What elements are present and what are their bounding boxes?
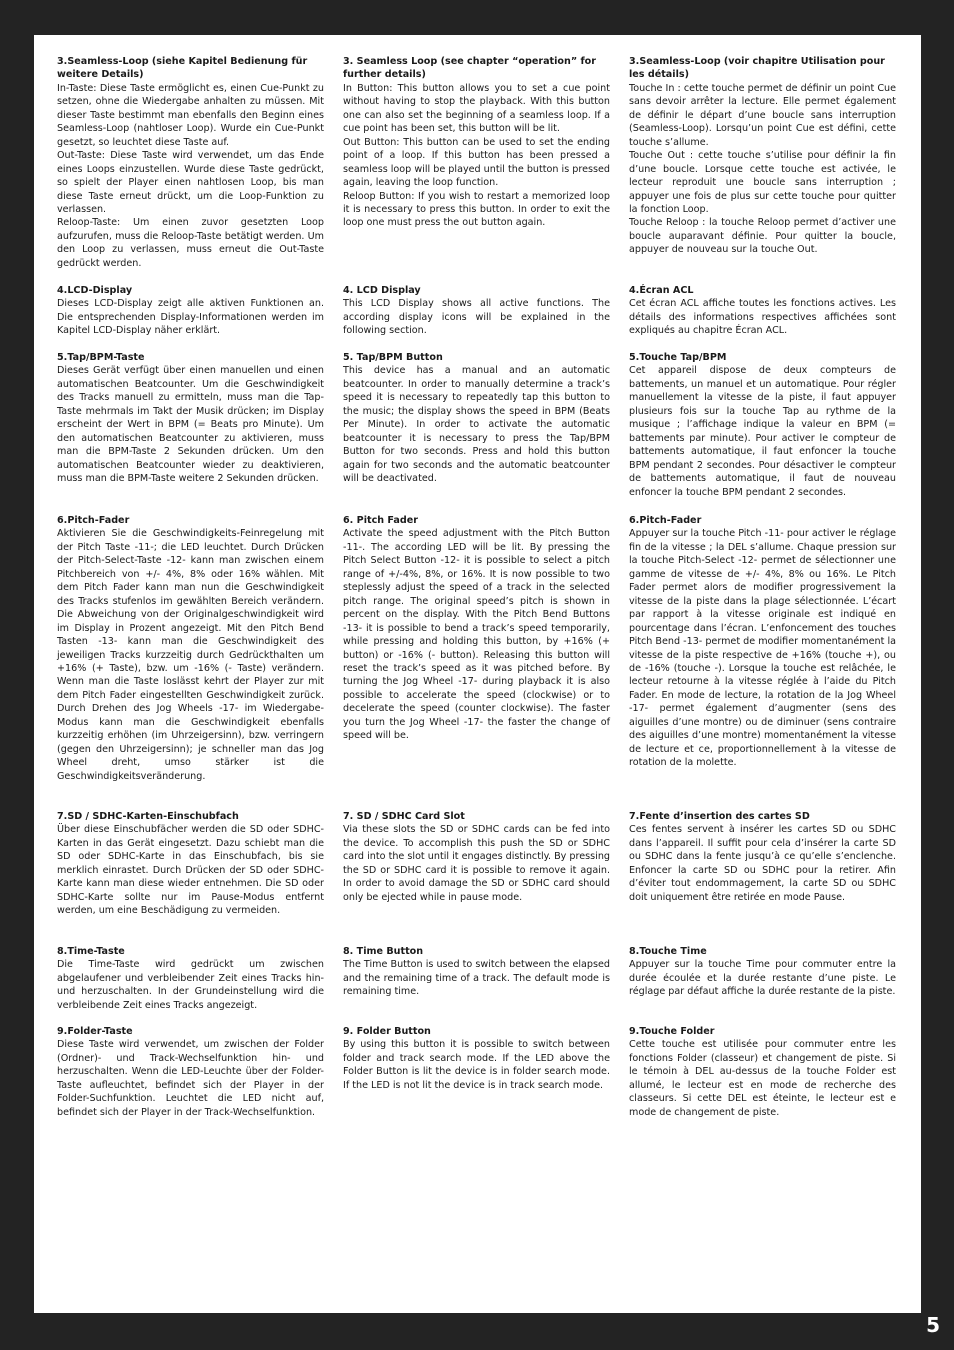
section-title: 9. Folder Button: [343, 1026, 431, 1037]
section-body: Die Time-Taste wird gedrückt um zwischen abgelaufener und verbleibender Zeit eines Tracks hin- und herzuschalten. In der Grundeinstellung wird die verbleibende Zeit eines Tracks angezeigt.: [57, 959, 324, 1011]
section-title: 6. Pitch Fader: [343, 515, 418, 526]
section-body: Activate the speed adjustment with the Pitch Button -11-. The according LED will be lit. By pressing the Pitch Select Button -12- it is possible to select a pitch range of +/-4%, 8%, or 16%. It is now possible to two steplessly adjust the speed of a track in the selected pitch range. The original speed’s pitch is shown in percent on the display. With the Pitch Bend Buttons -13- it is possible to bend a track’s speed temporarily, while pressing and holding this button, by +16% (+ button) or -16% (- button). Releasing this button will reset the track’s speed as it was pitched before. By turning the Jog Wheel -17- during playback it is also possible to accelerate the speed (clockwise) or to decelerate the speed (counter clockwise). The faster you turn the Jog Wheel -17- the faster the change of speed will be.: [343, 528, 610, 742]
section-sd-card-slot-fr: [629, 810, 896, 904]
section-title: 5. Tap/BPM Button: [343, 352, 443, 363]
section-title: 8. Time Button: [343, 946, 424, 957]
section-body: Cet écran ACL affiche toutes les fonctions actives. Les détails des informations respectives affichées sont expliqués au chapitre Écran ACL.: [629, 298, 896, 337]
section-sd-card-slot-en: [343, 810, 610, 904]
section-lcd-display-fr: [629, 284, 896, 338]
section-body: Dieses LCD-Display zeigt alle aktiven Funktionen an. Die entsprechenden Display-Informationen werden im Kapitel LCD-Display näher erklärt.: [57, 298, 324, 337]
section-pitch-fader-de: [57, 514, 324, 783]
section-body: Cet appareil dispose de deux compteurs de battements, un manuel et un automatique. Pour régler manuellement la vitesse de la piste, il faut appuyer plusieurs fois sur la touche Tap au rythme de la musique ; l’affichage indique la valeur en BPM (= battements par minute). Pour activer le compteur de battements automatique, il faut enfoncer la touche BPM pendant 2 secondes. Pour désactiver le compteur de battements automatique, il faut de nouveau enfoncer la touche BPM pendant 2 secondes.: [629, 365, 896, 498]
section-title: 9.Folder-Taste: [57, 1026, 133, 1037]
section-pitch-fader-fr: [629, 514, 896, 770]
section-title: 3. Seamless Loop (see chapter “operation” for further details): [343, 56, 596, 81]
section-body: Touche In : cette touche permet de définir un point Cue sans devoir arrêter la lecture. Elle permet également de définir le départ d’une boucle sans interruption (Seamless-Loop). Lorsqu’un point Cue est défini, cette touche s’allume. Touche Out : cette touche s’utilise pour définir la fin d’une boucle. Lorsque cette touche est activée, le lecteur reproduit une boucle sans interruption ; appuyer une fois de plus sur cette touche pour quitter la fonction Loop. Touche Reloop : la touche Reloop permet d’activer une boucle auparavant définie. Pour quitter la boucle, appuyer de nouveau sur la touche Out.: [629, 82, 896, 256]
section-body: In-Taste: Diese Taste ermöglicht es, einen Cue-Punkt zu setzen, ohne die Wiedergabe anhalten zu müssen. Mit dieser Taste bestimmt man ebenfalls den Beginn eines Seamless-Loop (nahtloser Loop). Wurde ein Cue-Punkt gesetzt, so leuchtet diese Taste auf. Out-Taste: Diese Taste wird verwendet, um das Ende eines Loops einzustellen. Wurde diese Taste gedrückt, so spielt der Player einen nahtlosen Loop, bis man diese Taste erneut drückt, um die Loop-Funktion zu verlassen. Reloop-Taste: Um einen zuvor gesetzten Loop aufzurufen, muss die Reloop-Taste betätigt werden. Um den Loop zu verlassen, muss erneut die Out-Taste gedrückt werden.: [57, 82, 324, 269]
section-folder-button-de: [57, 1025, 324, 1119]
section-body: Dieses Gerät verfügt über einen manuellen und einen automatischen Beatcounter. Um die Geschwindigkeit des Tracks manuell zu ermitteln, muss man die Tap-Taste mehrmals im Takt der Musik drücken; im Display erscheint der Wert in BPM (= Beats pro Minute). Um den automatischen Beatcounter zu aktivieren, muss man die BPM-Taste 2 Sekunden drücken. Um den automatischen Beatcounter wieder zu deaktivieren, muss man die BPM-Taste weitere 2 Sekunden drücken.: [57, 365, 324, 485]
section-seamless-loop-en: [343, 55, 610, 230]
section-body: This device has a manual and an automatic beatcounter. In order to manually determine a track’s speed it is necessary to repeatedly tap this button to the music; the display shows the speed in BPM (Beats Per Minute). In order to activate the automatic beatcounter it is necessary to press the Tap/BPM Button for two seconds. Press and hold this button again for two seconds and the automatic beatcounter will be deactivated.: [343, 365, 610, 485]
section-body: Ces fentes servent à insérer les cartes SD ou SDHC dans l’appareil. Il suffit pour cela d’insérer la carte SD ou SDHC dans la fente jusqu’à ce qu’elle s’enclenche. Enfoncer la carte SD ou SDHC pour la retirer. Afin d’éviter tout endommagement, la carte SD ou SDHC doit uniquement être retirée en mode Pause.: [629, 824, 896, 903]
section-sd-card-slot-de: [57, 810, 324, 918]
section-title: 4.LCD-Display: [57, 285, 133, 296]
section-seamless-loop-fr: [629, 55, 896, 257]
section-body: Diese Taste wird verwendet, um zwischen der Folder (Ordner)- und Track-Wechselfunktion hin- und herzuschalten. Wenn die LED-Leuchte über der Folder-Taste aufleuchtet, befindet sich der Player in der Folder-Suchfunktion. Leuchtet die LED nicht auf, befindet sich der Player in der Track-Wechselfunktion.: [57, 1039, 324, 1118]
section-title: 9.Touche Folder: [629, 1026, 715, 1037]
section-title: 7. SD / SDHC Card Slot: [343, 811, 465, 822]
section-time-button-en: [343, 945, 610, 999]
section-title: 7.SD / SDHC-Karten-Einschubfach: [57, 811, 239, 822]
section-time-button-de: [57, 945, 324, 1012]
section-pitch-fader-en: [343, 514, 610, 743]
section-body: Aktivieren Sie die Geschwindigkeits-Feinregelung mit der Pitch Taste -11-; die LED leuchtet. Durch Drücken der Pitch-Select-Taste -12- kann man zwischen einem Pitchbereich von +/- 4%, 8% oder 16% wählen. Mit dem Pitch Fader kann man nun die Geschwindigkeit des Tracks stufenlos im gewählten Bereich verändern. Die Abweichung von der Originalgeschwindigkeit wird im Display in Prozent angezeigt. Mit den Pitch Bend Tasten -13- kann man die Geschwindigkeit des jeweiligen Tracks kurzzeitig durch Gedrückthalten um +16% (+ Taste), bzw. um -16% (- Taste) verändern. Wenn man die Taste loslässt kehrt der Player zur mit dem Pitch Fader eingestellten Geschwindigkeit zurück. Durch Drehen des Jog Wheels -17- im Wiedergabe-Modus kann man die Geschwindigkeit ebenfalls kurzzeitig erhöhen (im Uhrzeigersinn), bzw. verringern (gegen den Uhrzeigersinn); je schneller man das Jog Wheel dreht, umso stärker ist die Geschwindigkeitsveränderung.: [57, 528, 324, 782]
section-folder-button-fr: [629, 1025, 896, 1119]
section-body: This LCD Display shows all active functions. The according display icons will be explained in the following section.: [343, 298, 610, 337]
section-title: 6.Pitch-Fader: [629, 515, 702, 526]
section-title: 5.Touche Tap/BPM: [629, 352, 727, 363]
section-title: 8.Touche Time: [629, 946, 707, 957]
section-title: 3.Seamless-Loop (voir chapitre Utilisation pour les détails): [629, 56, 885, 81]
section-title: 3.Seamless-Loop (siehe Kapitel Bedienung für weitere Details): [57, 56, 308, 81]
section-lcd-display-en: [343, 284, 610, 338]
section-folder-button-en: [343, 1025, 610, 1092]
section-title: 4. LCD Display: [343, 285, 421, 296]
section-body: In Button: This button allows you to set a cue point without having to stop the playback. With this button one can also set the beginning of a seamless loop. If a cue point has been set, this button will be lit. Out Button: This button can be used to set the ending point of a loop. If this button has been pressed a seamless loop will be played until the button is pressed again, leaving the loop function. Reloop Button: If you wish to restart a memorized loop it is necessary to press this button. In order to exit the loop one must press the out button again.: [343, 82, 610, 229]
page-number: 5: [926, 1313, 940, 1337]
section-body: Appuyer sur la touche Pitch -11- pour activer le réglage fin de la vitesse ; la DEL s’allume. Chaque pression sur la touche Pitch-Select -12- permet de sélectionner une gamme de vitesse de +/- 4%, 8% ou 16%. Le Pitch Fader permet alors de modifier progressivement la vitesse de la piste dans la plage sélectionnée. L’écart par rapport à la vitesse originale est indiqué en pourcentage dans l’écran. L’enfoncement des touches Pitch Bend -13- permet de modifier momentanément la vitesse de la piste respective de +16% (touche +), ou de -16% (touche -). Lorsque la touche est relâchée, le lecteur retourne à la vitesse réglée à l’aide du Pitch Fader. En mode de lecture, la rotation de la Jog Wheel -17- permet également d’augmenter (sens des aiguilles d’une montre) ou de diminuer (sens contraire des aiguilles d’une montre) momentanément la vitesse de lecture et ce, proportionnellement à la vitesse de rotation de la molette.: [629, 528, 896, 769]
section-body: Appuyer sur la touche Time pour commuter entre la durée écoulée et la durée restante d’une piste. Le réglage par défaut affiche la durée restante de la piste.: [629, 959, 896, 998]
section-tap-bpm-de: [57, 351, 324, 486]
section-title: 4.Écran ACL: [629, 285, 694, 296]
section-body: Via these slots the SD or SDHC cards can be fed into the device. To accomplish this push the SD or SDHC card into the slot until it engages distinctly. By pressing the SD or SDHC card it is possible to remove it again. In order to avoid damage the SD or SDHC card should only be ejected while in pause mode.: [343, 824, 610, 903]
section-body: By using this button it is possible to switch between folder and track search mode. If the LED above the Folder Button is lit the device is in folder search mode. If the LED is not lit the device is in track search mode.: [343, 1039, 610, 1091]
section-body: The Time Button is used to switch between the elapsed and the remaining time of a track. The default mode is remaining time.: [343, 959, 610, 998]
section-seamless-loop-de: [57, 55, 324, 270]
section-tap-bpm-fr: [629, 351, 896, 499]
section-lcd-display-de: [57, 284, 324, 338]
section-tap-bpm-en: [343, 351, 610, 486]
section-body: Über diese Einschubfächer werden die SD oder SDHC-Karten in das Gerät eingesetzt. Dazu schiebt man die SD oder SDHC-Karte in das Einschubfach, bis sie merklich einrastet. Durch Drücken der SD oder SDHC-Karte kann man diese wieder entnehmen. Die SD oder SDHC-Karte sollte nur im Pause-Modus entfernt werden, um eine Beschädigung zu vermeiden.: [57, 824, 324, 917]
section-title: 6.Pitch-Fader: [57, 515, 130, 526]
section-body: Cette touche est utilisée pour commuter entre les fonctions Folder (classeur) et changement de piste. Si le témoin à DEL au-dessus de la touche Folder est allumé, le lecteur est en mode de recherche des classeurs. Si cette DEL est éteinte, le lecteur est e mode de changement de piste.: [629, 1039, 896, 1118]
section-title: 8.Time-Taste: [57, 946, 125, 957]
section-title: 7.Fente d’insertion des cartes SD: [629, 811, 810, 822]
section-time-button-fr: [629, 945, 896, 999]
manual-page: [34, 35, 921, 1313]
section-title: 5.Tap/BPM-Taste: [57, 352, 145, 363]
